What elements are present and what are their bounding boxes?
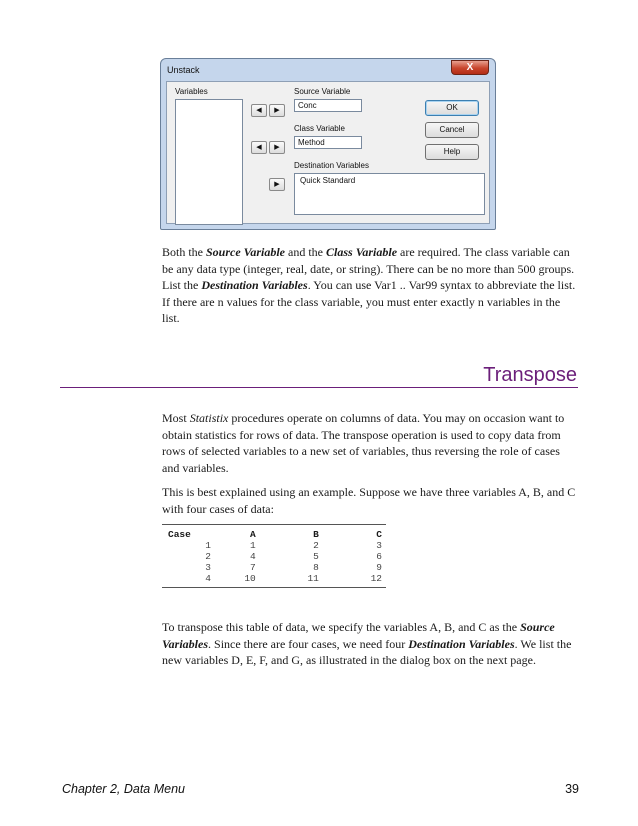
class-variable-label: Class Variable [294,124,345,133]
table-header: B [313,529,319,540]
table-cell: 3 [376,540,382,551]
table-cell: 2 [205,551,211,562]
cancel-button[interactable]: Cancel [425,122,479,138]
table-cell: 10 [244,573,256,584]
table-cell: 1 [250,540,256,551]
destination-variables-term: Destination Variables [408,636,515,651]
source-variable-field[interactable]: Conc [294,99,362,112]
table-cell: 7 [250,562,256,573]
table-cell: 5 [313,551,319,562]
unstack-dialog [160,58,496,230]
arrow-left-icon: ◀ [256,144,262,151]
source-move-right-button[interactable] [269,104,285,117]
destination-variables-term: Destination Variables [201,278,308,292]
transpose-example-explanation: To transpose this table of data, we specify the variables A, B, and C as the Source Variables. Since there are four cases, we need four Destination Variables. We list the new variables D, E, F, and G, as illustrated in the dialog box on the next page. [162,620,572,667]
heading-rule [60,387,578,388]
table-header-row [162,529,386,540]
variables-listbox[interactable] [175,99,243,225]
destination-move-right-button[interactable] [269,178,285,191]
table-header: Case [168,529,191,540]
table-row [162,573,386,584]
arrow-left-icon: ◀ [256,107,262,114]
help-button[interactable]: Help [425,144,479,160]
table-cell: 1 [205,540,211,551]
footer-chapter: Chapter 2, Data Menu [62,782,185,796]
source-variable-label: Source Variable [294,87,351,96]
close-button[interactable]: X [451,60,489,75]
unstack-description: Both the Source Variable and the Class Variable are required. The class variable can be any data type (integer, real, date, or string). There can be no more than 500 groups. List the Destination Variables. You can use Var1 .. Var99 syntax to abbreviate the list. If there are n values for the class variable, you must enter exactly n variables in the list. [162,245,576,325]
table-cell: 11 [307,573,319,584]
table-cell: 9 [376,562,382,573]
statistix-term: Statistix [189,411,229,425]
section-heading-transpose: Transpose [483,364,577,386]
dialog-client-area [166,81,490,224]
source-variables-term: Source Variables [162,620,555,651]
transpose-intro: Most Statistix procedures operate on columns of data. You may on occasion want to obtain statistics for rows of data. The transpose operation is used to copy data from rows of selected variables to a new set of variables, thus reversing the role of cases and variables. [162,411,565,475]
destination-variables-field[interactable]: Quick Standard [294,173,485,215]
arrow-right-icon: ▶ [274,107,280,114]
table-cell: 4 [205,573,211,584]
class-variable-term: Class Variable [326,245,398,259]
table-row [162,551,386,562]
table-cell: 6 [376,551,382,562]
table-cell: 3 [205,562,211,573]
ok-button[interactable]: OK [425,100,479,116]
class-move-right-button[interactable] [269,141,285,154]
table-cell: 4 [250,551,256,562]
table-cell: 12 [370,573,382,584]
table-header: C [376,529,382,540]
class-move-left-button[interactable] [251,141,267,154]
destination-variables-label: Destination Variables [294,161,370,170]
example-intro: This is best explained using an example. Suppose we have three variables A, B, and C with four cases of data: [162,485,576,516]
table-cell: 2 [313,540,319,551]
source-variable-term: Source Variable [206,245,286,259]
footer-page-number: 39 [565,782,579,796]
dialog-titlebar [161,59,495,81]
class-variable-field[interactable]: Method [294,136,362,149]
arrow-right-icon: ▶ [274,144,280,151]
table-cell: 8 [313,562,319,573]
variables-label: Variables [175,87,208,96]
dialog-title: Unstack [167,65,200,75]
source-move-left-button[interactable] [251,104,267,117]
example-data-table [162,524,386,588]
table-row [162,540,386,551]
table-row [162,562,386,573]
arrow-right-icon: ▶ [274,181,280,188]
table-header: A [250,529,256,540]
